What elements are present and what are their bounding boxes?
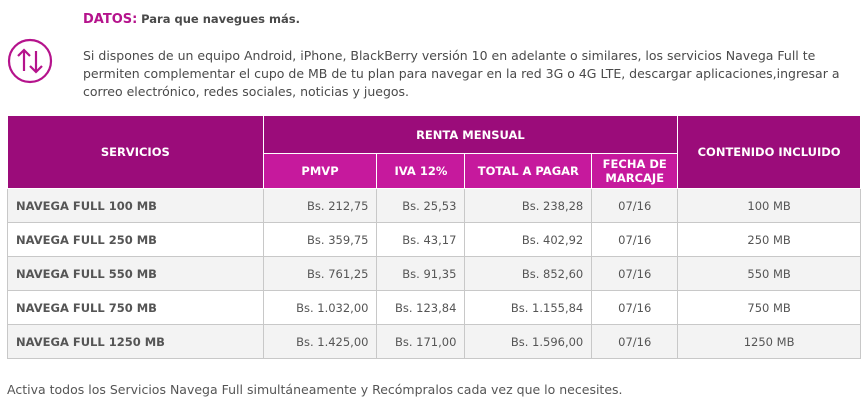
heading-title: DATOS: [83,12,138,27]
cell-pmvp: Bs. 212,75 [263,189,377,223]
cell-fecha: 07/16 [592,189,678,223]
intro-paragraph: Si dispones de un equipo Android, iPhone, BlackBerry versión 10 en adelante o similares, los servicios Navega Full te permiten complementar el cupo de MB de tu plan para navegar en la red 3G o 4G LTE, descargar aplicaciones,ingresar a correo electrónico, redes sociales, noticias y juegos. [83,48,840,99]
col-total: TOTAL A PAGAR [465,154,592,189]
cell-contenido: 100 MB [678,189,861,223]
rates-table [7,115,861,359]
cell-fecha: 07/16 [592,223,678,257]
footer-note: Activa todos los Servicios Navega Full simultáneamente y Recómpralos cada vez que lo necesites. [7,382,623,397]
up-down-arrows-icon [7,38,53,84]
cell-servicio: NAVEGA FULL 250 MB [8,223,264,257]
cell-iva: Bs. 25,53 [377,189,465,223]
cell-total: Bs. 852,60 [465,257,592,291]
cell-iva: Bs. 43,17 [377,223,465,257]
cell-total: Bs. 238,28 [465,189,592,223]
cell-iva: Bs. 91,35 [377,257,465,291]
col-fecha-marcaje: FECHA DE MARCAJE [592,154,678,189]
cell-total: Bs. 1.596,00 [465,325,592,359]
section-heading [83,12,300,27]
cell-contenido: 250 MB [678,223,861,257]
cell-pmvp: Bs. 1.425,00 [263,325,377,359]
cell-pmvp: Bs. 1.032,00 [263,291,377,325]
cell-fecha: 07/16 [592,325,678,359]
cell-servicio: NAVEGA FULL 750 MB [8,291,264,325]
cell-contenido: 550 MB [678,257,861,291]
heading-subtitle: Para que navegues más. [141,12,300,26]
col-pmvp: PMVP [263,154,377,189]
table-row [8,325,861,359]
table-row [8,223,861,257]
cell-contenido: 750 MB [678,291,861,325]
col-renta-mensual: RENTA MENSUAL [263,116,678,154]
cell-contenido: 1250 MB [678,325,861,359]
cell-servicio: NAVEGA FULL 550 MB [8,257,264,291]
col-contenido-incluido: CONTENIDO INCLUIDO [678,116,861,189]
cell-fecha: 07/16 [592,257,678,291]
cell-servicio: NAVEGA FULL 100 MB [8,189,264,223]
cell-iva: Bs. 171,00 [377,325,465,359]
cell-pmvp: Bs. 761,25 [263,257,377,291]
cell-total: Bs. 1.155,84 [465,291,592,325]
table-row [8,257,861,291]
cell-total: Bs. 402,92 [465,223,592,257]
cell-fecha: 07/16 [592,291,678,325]
cell-iva: Bs. 123,84 [377,291,465,325]
table-row [8,189,861,223]
table-row [8,291,861,325]
cell-servicio: NAVEGA FULL 1250 MB [8,325,264,359]
col-iva: IVA 12% [377,154,465,189]
cell-pmvp: Bs. 359,75 [263,223,377,257]
col-servicios: SERVICIOS [8,116,264,189]
